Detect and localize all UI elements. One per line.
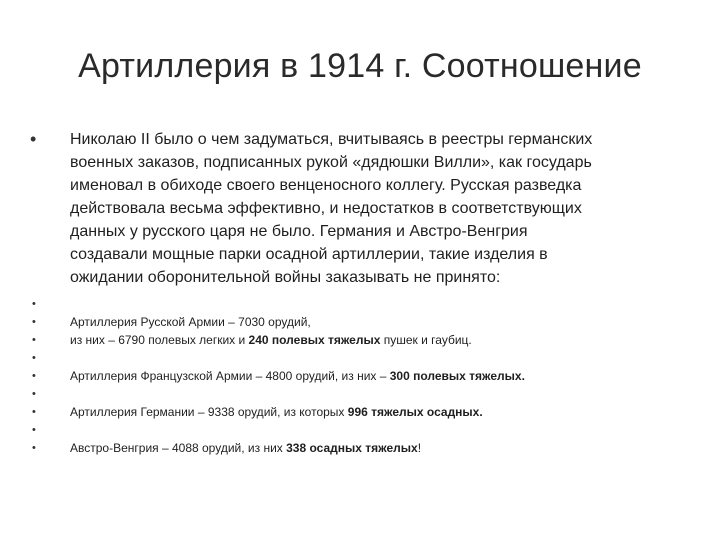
paragraph-line: ожидании оборонительной войны заказывать не принято: (70, 269, 501, 286)
item-bold-text: 996 тяжелых осадных. (347, 405, 483, 419)
item-text: из них – 6790 полевых легких и (70, 333, 249, 347)
bullet-list (26, 128, 696, 457)
item-text: Артиллерия Французской Армии – 4800 орудий, из них – (70, 369, 390, 383)
list-item (26, 331, 696, 349)
paragraph-line: данных у русского царя не было. Германия и Австро-Венгрия (70, 223, 528, 240)
paragraph-line: именовал в обиходе своего венценосного коллегу. Русская разведка (70, 177, 582, 194)
item-bold-text: 338 осадных тяжелых (286, 441, 418, 455)
item-text: Артиллерия Германии – 9338 орудий, из которых (70, 405, 348, 419)
item-text: Австро-Венгрия – 4088 орудий, из них (70, 441, 287, 455)
list-item (26, 313, 696, 331)
paragraph-line: военных заказов, подписанных рукой «дядюшки Вилли», как государь (70, 154, 592, 171)
list-item (26, 385, 696, 403)
item-text-tail: пушек и гаубиц. (380, 333, 472, 347)
list-item (26, 295, 696, 313)
list-item (26, 349, 696, 367)
list-item (26, 421, 696, 439)
bullet-icon: • (32, 316, 36, 328)
item-text: Артиллерия Русской Армии – 7030 орудий, (70, 315, 311, 329)
bullet-icon: • (32, 334, 36, 346)
bullet-icon: • (32, 370, 36, 382)
list-item (26, 403, 696, 421)
bullet-icon: • (32, 442, 36, 454)
list-item (26, 367, 696, 385)
bullet-icon: • (32, 352, 36, 364)
item-bold-text: 300 полевых тяжелых. (389, 369, 525, 383)
bullet-icon: • (32, 388, 36, 400)
bullet-icon: • (32, 298, 36, 310)
paragraph-line: Николаю II было о чем задуматься, вчитываясь в реестры германских (70, 131, 593, 148)
main-paragraph (26, 128, 696, 289)
bullet-icon: • (32, 424, 36, 436)
bullet-icon: • (30, 129, 37, 149)
paragraph-line: действовала весьма эффективно, и недостатков в соответствующих (70, 200, 582, 217)
bullet-icon: • (32, 406, 36, 418)
item-text-tail: ! (417, 441, 422, 455)
slide-title: Артиллерия в 1914 г. Соотношение (78, 47, 642, 85)
list-item (26, 439, 696, 457)
item-bold-text: 240 полевых тяжелых (248, 333, 381, 347)
paragraph-line: создавали мощные парки осадной артиллерии, такие изделия в (70, 246, 548, 263)
